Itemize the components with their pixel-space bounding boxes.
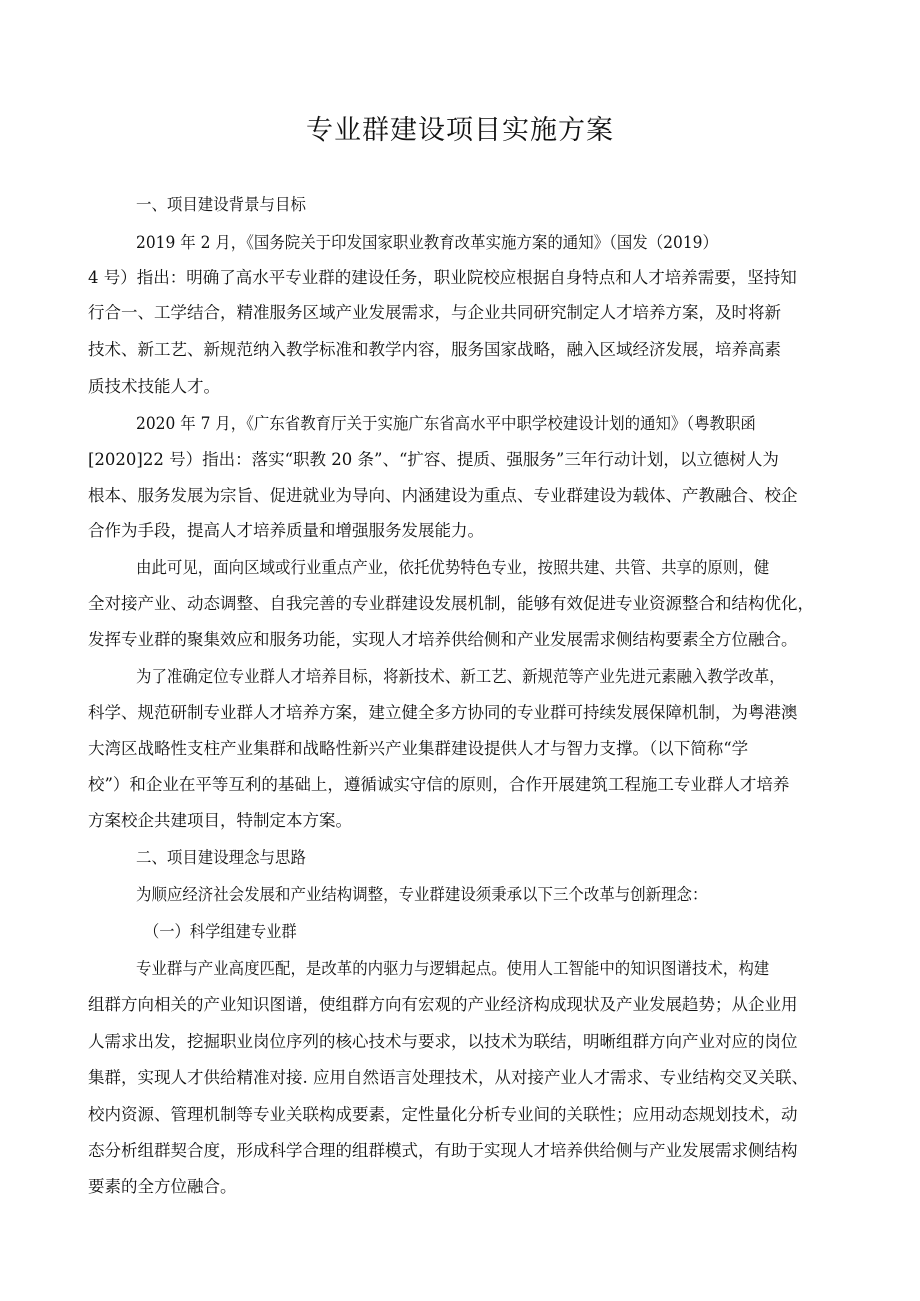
- paragraph-line: 组群方向相关的产业知识图谱，使组群方向有宏观的产业经济构成现状及产业发展趋势；从企业用: [88, 995, 798, 1014]
- paragraph-line: 为顺应经济社会发展和产业结构调整，专业群建设须秉承以下三个改革与创新理念：: [136, 885, 708, 904]
- paragraph-line: 根本、服务发展为宗旨、促进就业为导向、内涵建设为重点、专业群建设为载体、产教融合、校企: [88, 486, 798, 505]
- section-heading-1: 一、项目建设背景与目标: [136, 195, 306, 214]
- paragraph-line: 4 号）指出：明确了高水平专业群的建设任务，职业院校应根据自身特点和人才培养需要，坚持知: [88, 268, 797, 287]
- paragraph-line: 2019 年 2 月，《国务院关于印发国家职业教育改革实施方案的通知》（国发（2019）: [136, 233, 718, 252]
- paragraph-line: 为了准确定位专业群人才培养目标，将新技术、新工艺、新规范等产业先进元素融入教学改革，: [136, 667, 785, 686]
- paragraph-line: 要素的全方位融合。: [88, 1177, 237, 1196]
- paragraph-line: 行合一、工学结合，精准服务区域产业发展需求，与企业共同研究制定人才培养方案，及时将新: [88, 303, 781, 322]
- paragraph-line: 人需求出发，挖掘职业岗位序列的核心技术与要求，以技术为联结，明晰组群方向产业对应的岗位: [88, 1032, 798, 1051]
- paragraph-line: 2020 年 7 月，《广东省教育厅关于实施广东省高水平中职学校建设计划的通知》（粤教职函: [136, 414, 756, 433]
- paragraph-line: 校内资源、管理机制等专业关联构成要素，定性量化分析专业间的关联性；应用动态规划技术，动: [88, 1105, 798, 1124]
- paragraph-line: 由此可见，面向区域或行业重点产业，依托优势特色专业，按照共建、共管、共享的原则，健: [136, 558, 770, 577]
- paragraph-line: 全对接产业、动态调整、自我完善的专业群建设发展机制，能够有效促进专业资源整合和结构优化，: [88, 594, 814, 613]
- section-heading-2: 二、项目建设理念与思路: [136, 848, 306, 867]
- paragraph-line: 方案校企共建项目，特制定本方案。: [88, 811, 352, 830]
- paragraph-line: 质技术技能人才。: [88, 377, 220, 396]
- paragraph-line: 校”）和企业在平等互利的基础上，遵循诚实守信的原则，合作开展建筑工程施工专业群人才培养: [88, 775, 790, 794]
- subsection-heading: （一）科学组建专业群: [144, 922, 297, 941]
- paragraph-line: [2020]22 号）指出：落实“职教 20 条”、“扩容、提质、强服务”三年行动计划，以立德树人为: [88, 450, 779, 469]
- paragraph-line: 集群，实现人才供给精准对接. 应用自然语言处理技术，从对接产业人才需求、专业结构交叉关联、: [88, 1068, 808, 1087]
- paragraph-line: 技术、新工艺、新规范纳入教学标准和教学内容，服务国家战略，融入区域经济发展，培养高素: [88, 340, 781, 359]
- paragraph-line: 合作为手段，提高人才培养质量和增强服务发展能力。: [88, 521, 484, 540]
- paragraph-line: 科学、规范研制专业群人才培养方案，建立健全多方协同的专业群可持续发展保障机制，为粤港澳: [88, 703, 798, 722]
- paragraph-line: 发挥专业群的聚集效应和服务功能，实现人才培养供给侧和产业发展需求侧结构要素全方位融合。: [88, 630, 798, 649]
- paragraph-line: 态分析组群契合度，形成科学合理的组群模式，有助于实现人才培养供给侧与产业发展需求侧结构: [88, 1141, 798, 1160]
- document-title: 专业群建设项目实施方案: [306, 115, 614, 146]
- paragraph-line: 专业群与产业高度匹配，是改革的内驱力与逻辑起点。使用人工智能中的知识图谱技术，构建: [136, 959, 770, 978]
- paragraph-line: 大湾区战略性支柱产业集群和战略性新兴产业集群建设提供人才与智力支撑。（以下简称“学: [88, 739, 749, 758]
